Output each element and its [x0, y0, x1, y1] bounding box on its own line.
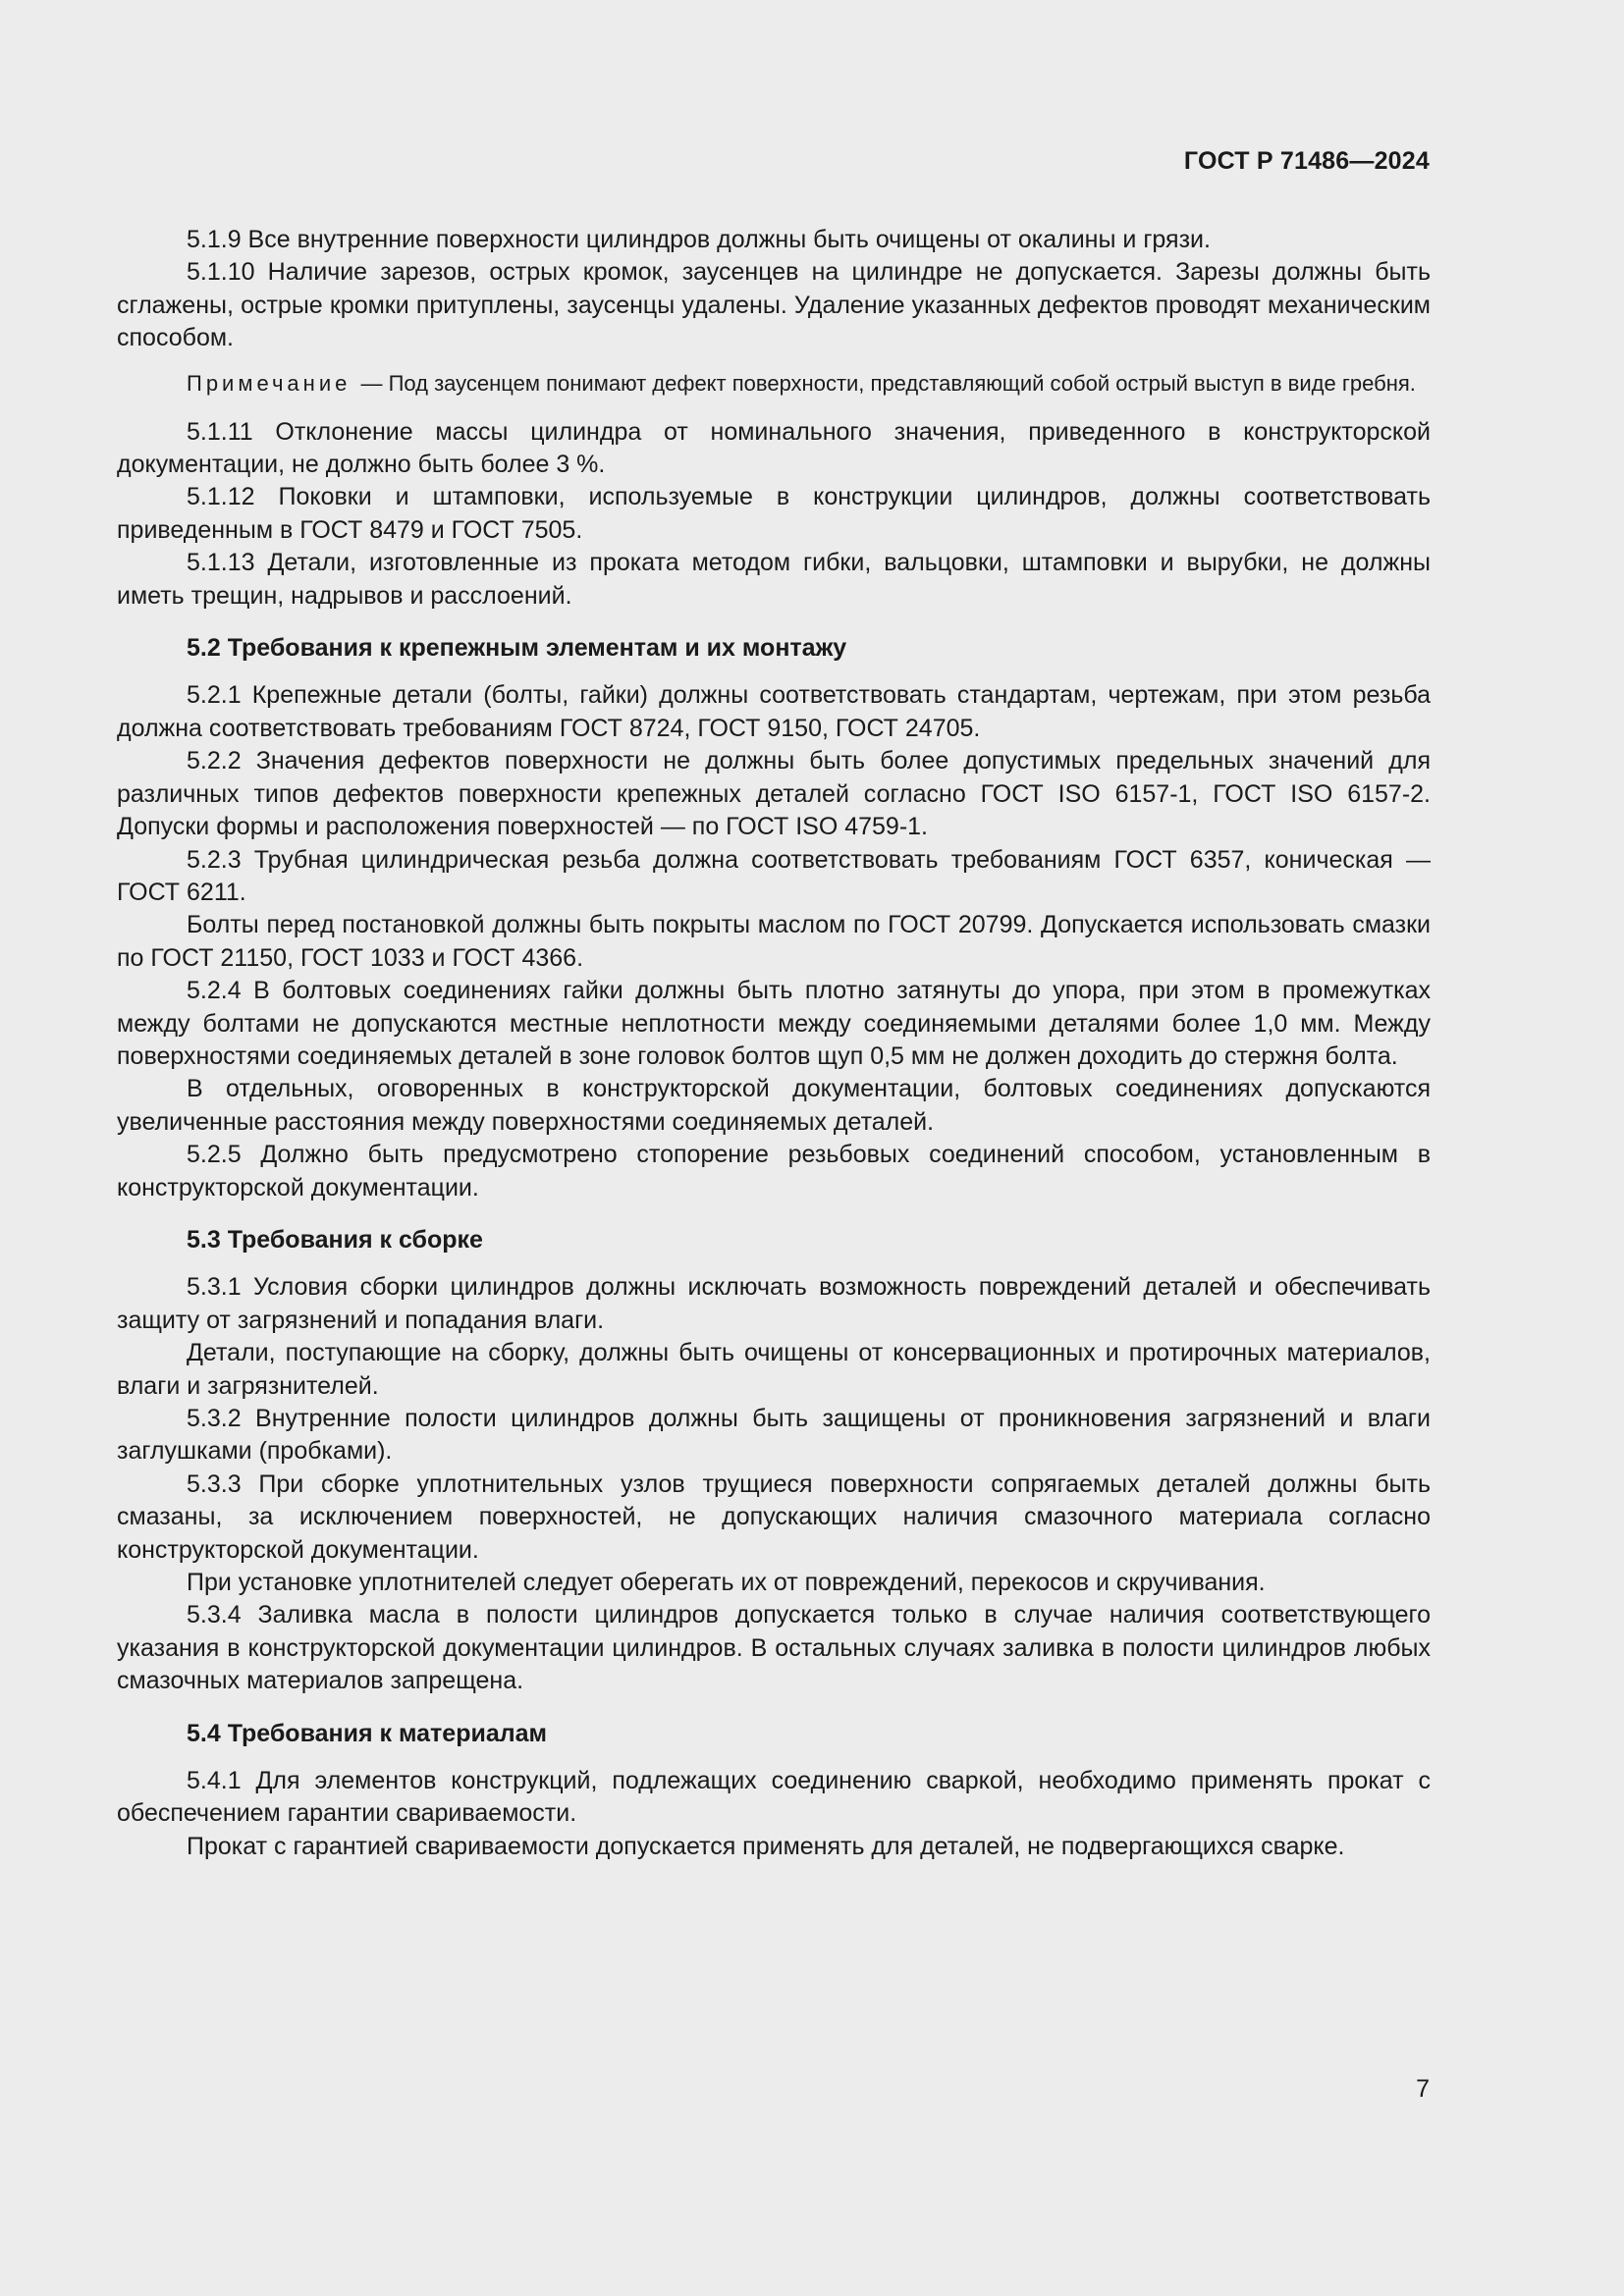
paragraph-5-1-13: 5.1.13 Детали, изготовленные из проката методом гибки, вальцовки, штамповки и вырубки, не должны иметь трещин, надрывов и расслоений.: [117, 549, 1431, 610]
document-code-header: ГОСТ Р 71486—2024: [1183, 147, 1430, 175]
paragraph-5-2-4: 5.2.4 В болтовых соединениях гайки должны быть плотно затянуты до упора, при этом в промежутках между болтами не допускаются местные неплотности между соединяемыми деталями более 1,0 мм. Между поверхностями соединяемых деталей в зоне головок болтов щуп 0,5 мм не должен доходить до стержня болта.: [117, 977, 1431, 1070]
note: [117, 369, 1431, 399]
paragraph-weldability: Прокат с гарантией свариваемости допускается применять для деталей, не подвергающихся сварке.: [187, 1832, 1345, 1860]
paragraph-5-1-12: 5.1.12 Поковки и штамповки, используемые в конструкции цилиндров, должны соответствовать приведенным в ГОСТ 8479 и ГОСТ 7505.: [117, 483, 1431, 544]
paragraph-5-4-1: 5.4.1 Для элементов конструкций, подлежащих соединению сваркой, необходимо применять прокат с обеспечением гарантии свариваемости.: [117, 1767, 1431, 1828]
paragraph-5-3-1: 5.3.1 Условия сборки цилиндров должны исключать возможность повреждений деталей и обеспечивать защиту от загрязнений и попадания влаги.: [117, 1273, 1431, 1334]
paragraph-5-2-3: 5.2.3 Трубная цилиндрическая резьба должна соответствовать требованиям ГОСТ 6357, коническая — ГОСТ 6211.: [117, 845, 1431, 906]
paragraph-5-2-2: 5.2.2 Значения дефектов поверхности не должны быть более допустимых предельных значений для различных типов дефектов поверхности крепежных деталей согласно ГОСТ ISO 6157-1, ГОСТ ISO 6157-2. Допуски формы и расположения поверхностей — по ГОСТ ISO 4759-1.: [117, 747, 1431, 841]
paragraph-5-2-1: 5.2.1 Крепежные детали (болты, гайки) должны соответствовать стандартам, чертежам, при этом резьба должна соответствовать требованиям ГОСТ 8724, ГОСТ 9150, ГОСТ 24705.: [117, 681, 1431, 742]
page-content: [117, 224, 1431, 1863]
paragraph-5-3-3: 5.3.3 При сборке уплотнительных узлов трущиеся поверхности сопрягаемых деталей должны быть смазаны, за исключением поверхностей, не допускающих наличия смазочного материала согласно конструкторской документации.: [117, 1469, 1431, 1564]
paragraph-seal-installation: При установке уплотнителей следует оберегать их от повреждений, перекосов и скручивания.: [187, 1569, 1266, 1597]
note-text: — Под заусенцем понимают дефект поверхности, представляющий собой острый выступ в виде гребня.: [354, 370, 1416, 396]
paragraph-5-3-2: 5.3.2 Внутренние полости цилиндров должны быть защищены от проникновения загрязнений и влаги заглушками (пробками).: [117, 1405, 1431, 1466]
paragraph-special-joints: В отдельных, оговоренных в конструкторской документации, болтовых соединениях допускаются увеличенные расстояния между поверхностями соединяемых деталей.: [117, 1075, 1431, 1136]
paragraph-5-2-5: 5.2.5 Должно быть предусмотрено стопорение резьбовых соединений способом, установленным в конструкторской документации.: [117, 1141, 1431, 1201]
section-heading-5-4: 5.4 Требования к материалам: [187, 1719, 548, 1747]
paragraph-5-1-10: 5.1.10 Наличие зарезов, острых кромок, заусенцев на цилиндре не допускается. Зарезы должны быть сглажены, острые кромки притуплены, заусенцы удалены. Удаление указанных дефектов проводят механическим способом.: [117, 258, 1431, 352]
paragraph-5-1-11: 5.1.11 Отклонение массы цилиндра от номинального значения, приведенного в конструкторской документации, не должно быть более 3 %.: [117, 417, 1431, 479]
paragraph-5-1-9: 5.1.9 Все внутренние поверхности цилиндров должны быть очищены от окалины и грязи.: [187, 226, 1211, 253]
paragraph-parts-cleaning: Детали, поступающие на сборку, должны быть очищены от консервационных и протирочных материалов, влаги и загрязнителей.: [117, 1339, 1431, 1400]
section-heading-5-2: 5.2 Требования к крепежным элементам и их монтажу: [187, 634, 847, 663]
paragraph-5-3-4: 5.3.4 Заливка масла в полости цилиндров допускается только в случае наличия соответствующего указания в конструкторской документации цилиндров. В остальных случаях заливка в полости цилиндров любых смазочных материалов запрещена.: [117, 1601, 1431, 1695]
section-heading-5-3: 5.3 Требования к сборке: [187, 1225, 483, 1254]
page-number: 7: [1416, 2075, 1430, 2103]
paragraph-bolts-oil: Болты перед постановкой должны быть покрыты маслом по ГОСТ 20799. Допускается использовать смазки по ГОСТ 21150, ГОСТ 1033 и ГОСТ 4366.: [117, 911, 1431, 972]
note-label: Примечание: [187, 370, 352, 396]
